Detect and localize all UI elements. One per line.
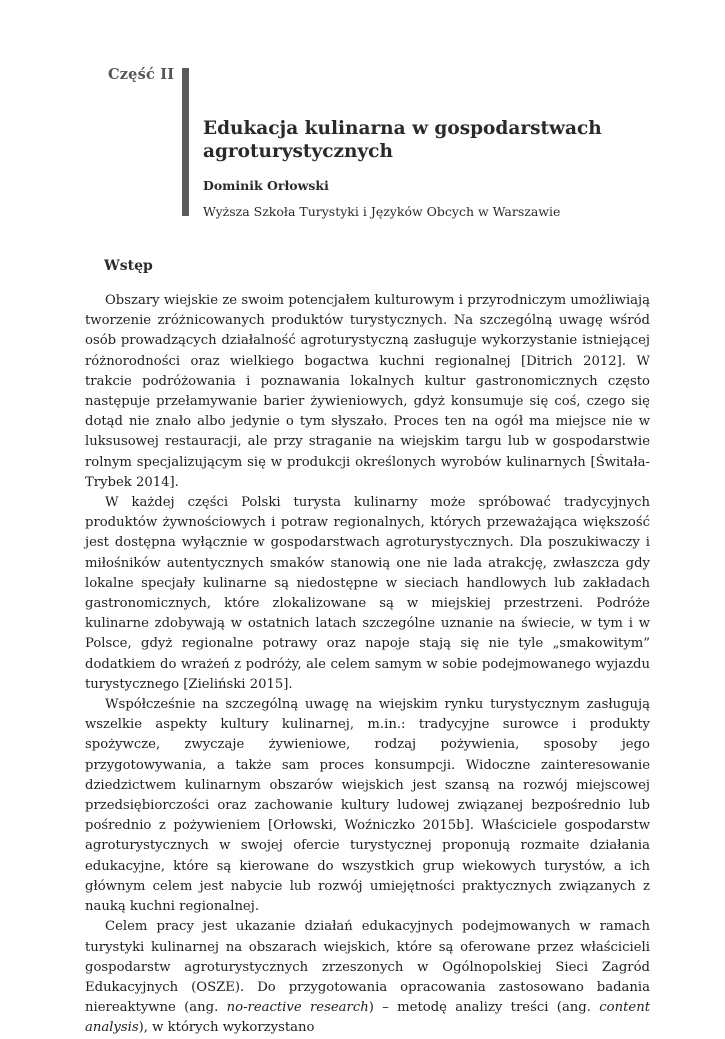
paragraph-4-term-2: content analysis bbox=[85, 1000, 650, 1036]
paragraph-4-text-a: Celem pracy jest ukazanie działań edukacyjnych podejmowanych w ramach turystyki kulinarnej na obszarach wiejskich, które są oferowane przez właścicieli gospodarstw agroturystycznych zrzeszonych w Ogólnopolskiej Sieci Zagród Edukacyjnych (OSZE). Do przygotowania opracowania zastosowano badania niereaktywne (ang. bbox=[85, 919, 650, 1016]
title-accent-bar bbox=[182, 68, 189, 216]
paragraph-4-text-b: ) – metodę analizy treści (ang. bbox=[368, 1000, 600, 1016]
part-label: Część II bbox=[108, 66, 175, 83]
chapter-title: Edukacja kulinarna w gospodarstwach agroturystycznych bbox=[203, 118, 602, 162]
paragraph-1: Obszary wiejskie ze swoim potencjałem kulturowym i przyrodniczym umożliwiają tworzenie zróżnicowanych produktów turystycznych. Na szczególną uwagę wśród osób prowadzących działalność agroturystyczną zasługuje wykorzystanie istniejącej różnorodności oraz wielkiego bogactwa kuchni regionalnej [Ditrich 2012]. W trakcie podróżowania i poznawania lokalnych kultur gastronomicznych często następuje przełamywanie barier żywieniowych, gdyż konsumuje się coś, czego się dotąd nie znało albo jedynie o tym słyszało. Proces ten na ogół ma miejsce nie w luksusowej restauracji, ale przy straganie na wiejskim targu lub w gospodarstwie rolnym specjalizującym się w produkcji określonych wyrobów kulinarnych [Świtała-Trybek 2014]. bbox=[85, 293, 650, 490]
paragraph-2: W każdej części Polski turysta kulinarny może spróbować tradycyjnych produktów żywnościowych i potraw regionalnych, których przeważająca większość jest dostępna wyłącznie w gospodarstwach agroturystycznych. Dla poszukiwaczy i miłośników autentycznych smaków stanowią one nie lada atrakcję, zwłaszcza gdy lokalne specjały kulinarne są niedostępne w sieciach handlowych lub zakładach gastronomicznych, które zlokalizowane są w miejskiej przestrzeni. Podróże kulinarne zdobywają w ostatnich latach szczególne uznanie na świecie, w tym i w Polsce, gdyż regionalne potrawy oraz napoje stają się nie tyle „smakowitym” dodatkiem do wrażeń z podróży, ale celem samym w sobie podejmowanego wyjazdu turystycznego [Zieliński 2015]. bbox=[85, 495, 650, 692]
paragraph-3: Współcześnie na szczególną uwagę na wiejskim rynku turystycznym zasługują wszelkie aspekty kultury kulinarnej, m.in.: tradycyjne surowce i produkty spożywcze, zwyczaje żywieniowe, rodzaj pożywienia, sposoby jego przygotowywania, a także sam proces konsumpcji. Widoczne zainteresowanie dziedzictwem kulinarnym obszarów wiejskich jest szansą na rozwój miejscowej przedsiębiorczości oraz zachowanie kultury ludowej związanej bezpośrednio lub pośrednio z pożywieniem [Orłowski, Woźniczko 2015b]. Właściciele gospodarstw agroturystycznych w swojej ofercie turystycznej proponują rozmaite działania edukacyjne, które są kierowane do wszystkich grup wiekowych turystów, a ich głównym celem jest nabycie lub rozwój umiejętności praktycznych związanych z nauką kuchni regionalnej. bbox=[85, 697, 650, 915]
paragraph-4 bbox=[85, 917, 650, 1038]
author-affiliation: Wyższa Szkoła Turystyki i Języków Obcych w Warszawie bbox=[203, 204, 561, 219]
body-text bbox=[85, 291, 650, 1039]
paragraph-4-text-c: ), w których wykorzystano bbox=[138, 1020, 315, 1036]
section-heading: Wstęp bbox=[104, 258, 153, 274]
author-name: Dominik Orłowski bbox=[203, 178, 329, 193]
paragraph-4-term-1: no-reactive research bbox=[226, 1000, 369, 1016]
